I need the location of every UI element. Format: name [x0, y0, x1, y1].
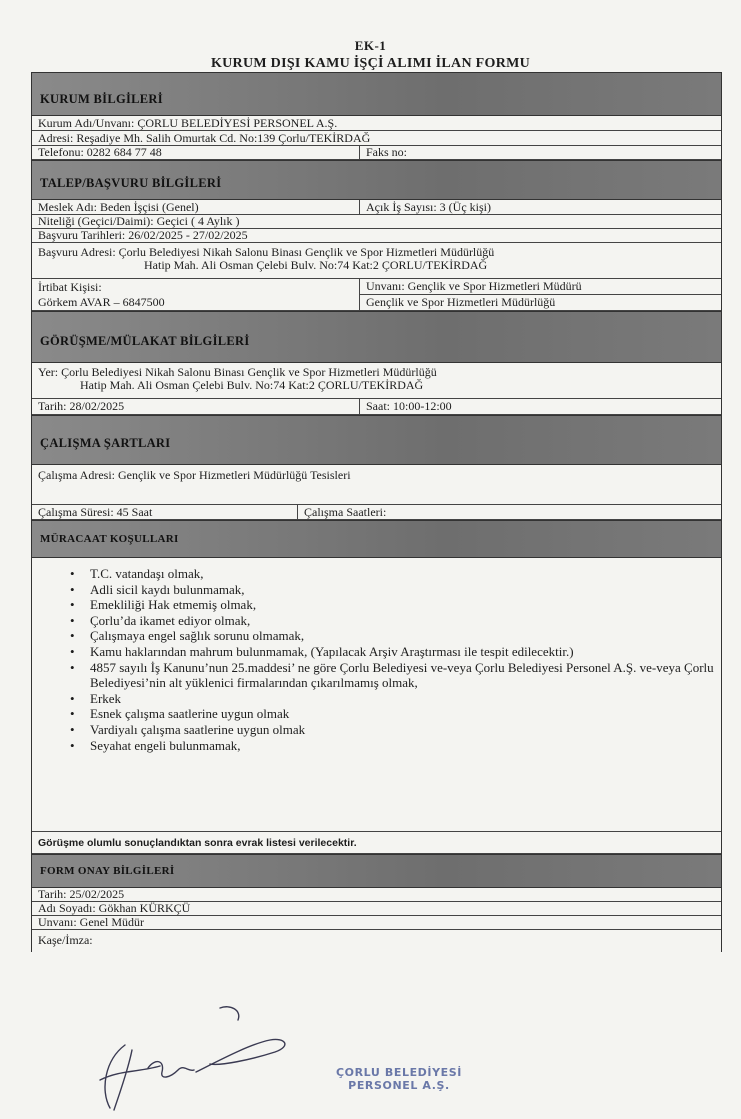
signature-graphic [70, 1000, 310, 1115]
stamp-signature-row [32, 930, 721, 952]
interview-location [32, 363, 721, 398]
stamp-signature-label: Kaşe/İmza: [38, 933, 93, 947]
requirement-item: • Adli sicil kaydı bulunmamak, [86, 582, 721, 598]
approval-date-row [32, 888, 721, 902]
institution-name-row [32, 116, 721, 131]
requirement-item: • Erkek [86, 691, 721, 707]
annex-label: EK-1 [354, 38, 387, 53]
interview-location-row [32, 363, 721, 399]
interview-location-line1: Yer: Çorlu Belediyesi Nikah Salonu Binası Gençlik ve Spor Hizmetleri Müdürlüğü [38, 365, 437, 379]
section-header-approval: FORM ONAY BİLGİLERİ [32, 854, 721, 888]
occupation-row [32, 200, 721, 215]
requirements-items [64, 566, 721, 753]
requirement-item: • Seyahat engeli bulunmamak, [86, 738, 721, 754]
approver-title: Unvanı: Genel Müdür [38, 916, 144, 929]
institution-fax: Faks no: [359, 146, 721, 159]
application-dates-row [32, 229, 721, 243]
work-hours-row [32, 505, 721, 520]
interview-time: Saat: 10:00-12:00 [359, 399, 721, 414]
requirement-item: • Kamu haklarından mahrum bulunmamak, (Yapılacak Arşiv Araştırması ile tespit edilecektir.) [86, 644, 721, 660]
company-stamp [324, 1066, 474, 1092]
announcement-form [31, 72, 722, 952]
approver-name-row [32, 902, 721, 916]
approval-date: Tarih: 25/02/2025 [38, 888, 125, 901]
documents-note: Görüşme olumlu sonuçlandıktan sonra evrak listesi verilecektir. [32, 832, 721, 854]
section-header-interview: GÖRÜŞME/MÜLAKAT BİLGİLERİ [32, 311, 721, 363]
institution-address-row [32, 131, 721, 146]
interview-date-row [32, 399, 721, 415]
contact-label: İrtibat Kişisi: [38, 279, 102, 294]
institution-phone-row [32, 146, 721, 160]
job-type: Niteliği (Geçici/Daimi): Geçici ( 4 Aylık ) [38, 215, 240, 228]
interview-date: Tarih: 28/02/2025 [38, 399, 125, 413]
section-header-requirements: MÜRACAAT KOŞULLARI [32, 520, 721, 558]
application-address-row [32, 243, 721, 279]
application-address [32, 243, 721, 278]
institution-name: Kurum Adı/Unvanı: ÇORLU BELEDİYESİ PERSONEL A.Ş. [38, 116, 338, 130]
requirement-item: • Vardiyalı çalışma saatlerine uygun olmak [86, 722, 721, 738]
contact-row-1 [32, 279, 721, 295]
section-header-institution: KURUM BİLGİLERİ [32, 72, 721, 116]
application-address-line1: Başvuru Adresi: Çorlu Belediyesi Nikah Salonu Binası Gençlik ve Spor Hizmetleri Müdürlüğü [38, 245, 495, 259]
form-title: KURUM DIŞI KAMU İŞÇİ ALIMI İLAN FORMU [210, 56, 531, 71]
section-header-working-conditions: ÇALIŞMA ŞARTLARI [32, 415, 721, 465]
work-duration: Çalışma Süresi: 45 Saat [38, 505, 153, 519]
approver-title-row [32, 916, 721, 930]
requirement-item: • 4857 sayılı İş Kanunu’nun 25.maddesi’ ne göre Çorlu Belediyesi ve-veya Çorlu Belediyesi Personel A.Ş. ve-veya Çorlu Belediyesi’nin alt yüklenici firmalarından çıkarılmamış olmak, [86, 660, 721, 691]
section-header-application: TALEP/BAŞVURU BİLGİLERİ [32, 160, 721, 200]
institution-address: Adresi: Reşadiye Mh. Salih Omurtak Cd. No:139 Çorlu/TEKİRDAĞ [38, 131, 371, 145]
requirements-list [32, 558, 721, 832]
requirement-item: • T.C. vatandaşı olmak, [86, 566, 721, 582]
open-positions: Açık İş Sayısı: 3 (Üç kişi) [359, 200, 721, 214]
approver-name: Adı Soyadı: Gökhan KÜRKÇÜ [38, 902, 191, 915]
job-type-row [32, 215, 721, 229]
requirement-item: • Emekliliği Hak etmemiş olmak, [86, 597, 721, 613]
requirement-item: • Çorlu’da ikamet ediyor olmak, [86, 613, 721, 629]
application-dates: Başvuru Tarihleri: 26/02/2025 - 27/02/2025 [38, 229, 248, 242]
contact-person: Görkem AVAR – 6847500 [38, 295, 165, 309]
requirement-item: • Çalışmaya engel sağlık sorunu olmamak, [86, 628, 721, 644]
work-address: Çalışma Adresi: Gençlik ve Spor Hizmetleri Müdürlüğü Tesisleri [38, 468, 351, 482]
contact-row-2 [32, 295, 721, 311]
stamp-line2: PERSONEL A.Ş. [348, 1079, 450, 1092]
stamp-line1: ÇORLU BELEDİYESİ [335, 1066, 462, 1079]
interview-location-line2: Hatip Mah. Ali Osman Çelebi Bulv. No:74 Kat:2 ÇORLU/TEKİRDAĞ [80, 378, 424, 392]
application-address-line2: Hatip Mah. Ali Osman Çelebi Bulv. No:74 Kat:2 ÇORLU/TEKİRDAĞ [144, 258, 488, 272]
occupation: Meslek Adı: Beden İşçisi (Genel) [38, 200, 199, 214]
institution-phone: Telefonu: 0282 684 77 48 [38, 146, 162, 159]
contact-title: Unvanı: Gençlik ve Spor Hizmetleri Müdürü [359, 279, 721, 295]
requirement-item: • Esnek çalışma saatlerine uygun olmak [86, 706, 721, 722]
work-hours: Çalışma Saatleri: [297, 505, 721, 519]
work-address-row [32, 465, 721, 505]
contact-department: Gençlik ve Spor Hizmetleri Müdürlüğü [359, 295, 721, 310]
